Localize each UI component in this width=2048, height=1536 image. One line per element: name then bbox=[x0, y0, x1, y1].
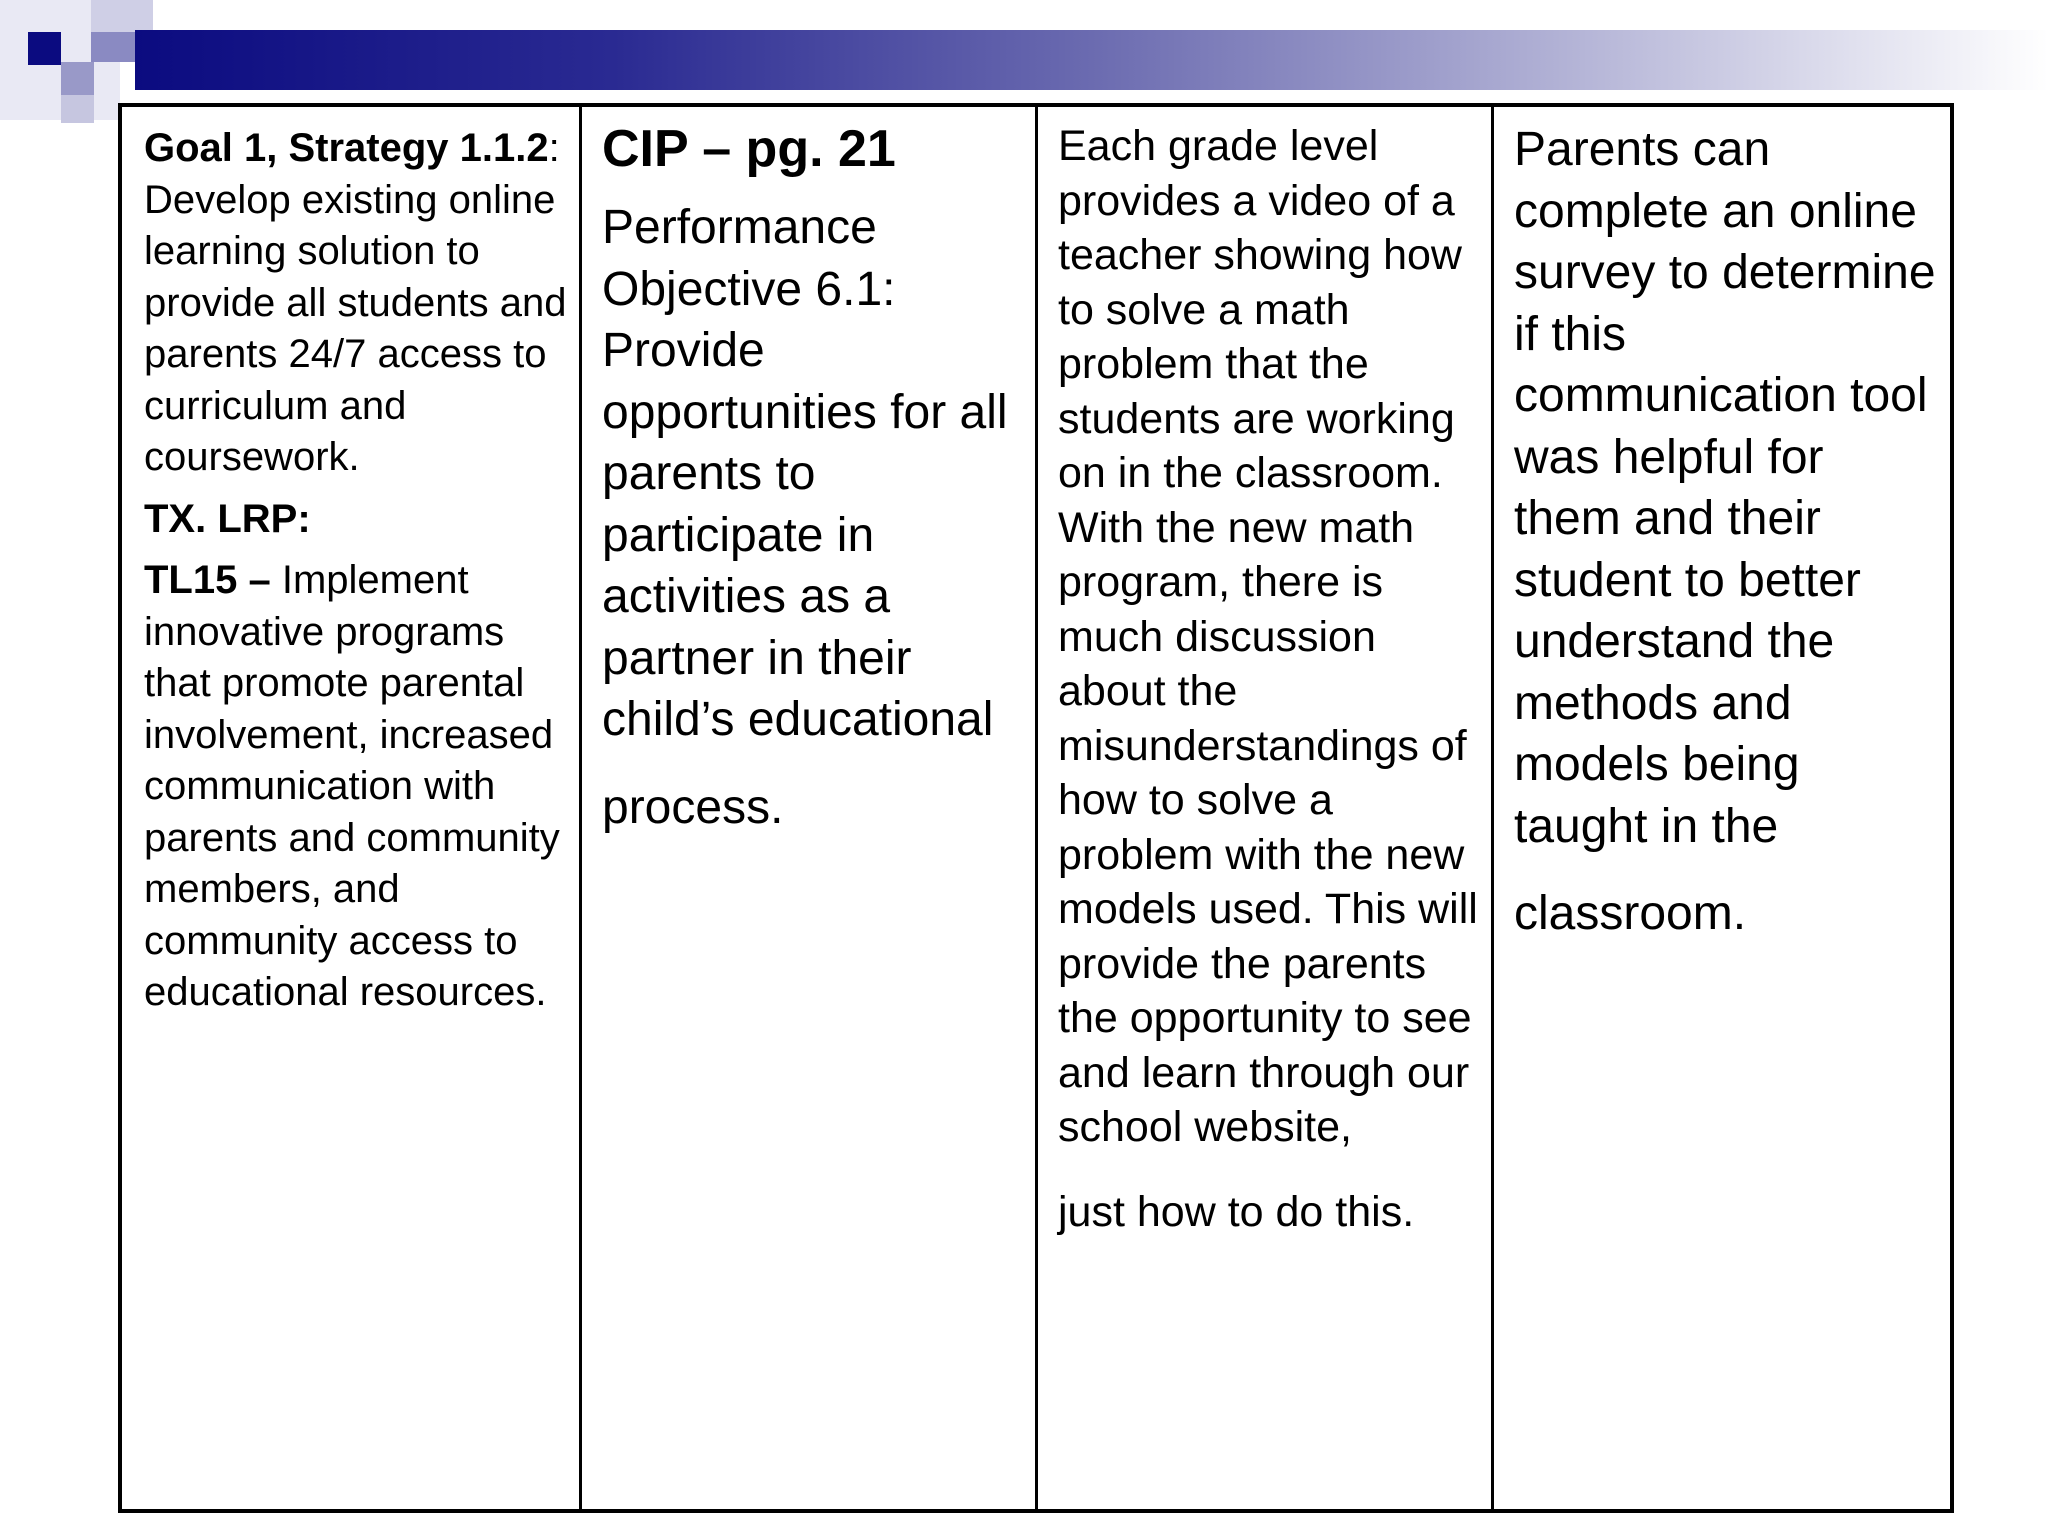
goal-strategy-paragraph bbox=[144, 123, 571, 484]
column-cip bbox=[579, 107, 1035, 1509]
activity-description: Each grade level provides a video of a teacher showing how to solve a math problem that the students are working on in the classroom. With the new math program, there is much discussion about the misunderstandings of how to solve a problem with the new models used. This will provide the parents the opportunity to see and learn through our school website, bbox=[1058, 122, 1478, 1151]
header-gradient-band bbox=[135, 30, 2048, 90]
goal-strategy-text: : Develop existing online learning solution to provide all students and parents 24/7 access to curriculum and coursework. bbox=[144, 126, 567, 479]
tl15-text: Implement innovative programs that promote parental involvement, increased communication with parents and community members, and community access to educational resources. bbox=[144, 558, 560, 1014]
lrp-heading-paragraph bbox=[144, 494, 571, 546]
tl15-label: TL15 – bbox=[144, 558, 271, 602]
evaluation-description: Parents can complete an online survey to determine if this communication tool was helpful for them and their student to better understand the methods and models being taught in the bbox=[1514, 123, 1936, 853]
goal-strategy-label: Goal 1, Strategy 1.1.2 bbox=[144, 126, 549, 170]
tl15-paragraph bbox=[144, 555, 571, 1019]
decor-square-mid bbox=[61, 62, 94, 95]
evaluation-description-tail: classroom. bbox=[1514, 887, 1747, 940]
activity-description-tail: just how to do this. bbox=[1058, 1187, 1415, 1236]
performance-objective-text: Performance Objective 6.1: Provide opportunities for all parents to participate in activities as a partner in their child’s educational bbox=[602, 201, 1008, 746]
decor-square-dark bbox=[28, 32, 61, 65]
column-activity bbox=[1035, 107, 1491, 1509]
decor-square-faint bbox=[61, 95, 94, 123]
lrp-heading: TX. LRP: bbox=[144, 496, 311, 541]
content-table bbox=[118, 103, 1954, 1513]
cip-title: CIP – pg. 21 bbox=[602, 120, 896, 178]
performance-objective-tail: process. bbox=[602, 780, 784, 834]
column-evaluation bbox=[1491, 107, 1950, 1509]
column-goals bbox=[122, 107, 579, 1509]
